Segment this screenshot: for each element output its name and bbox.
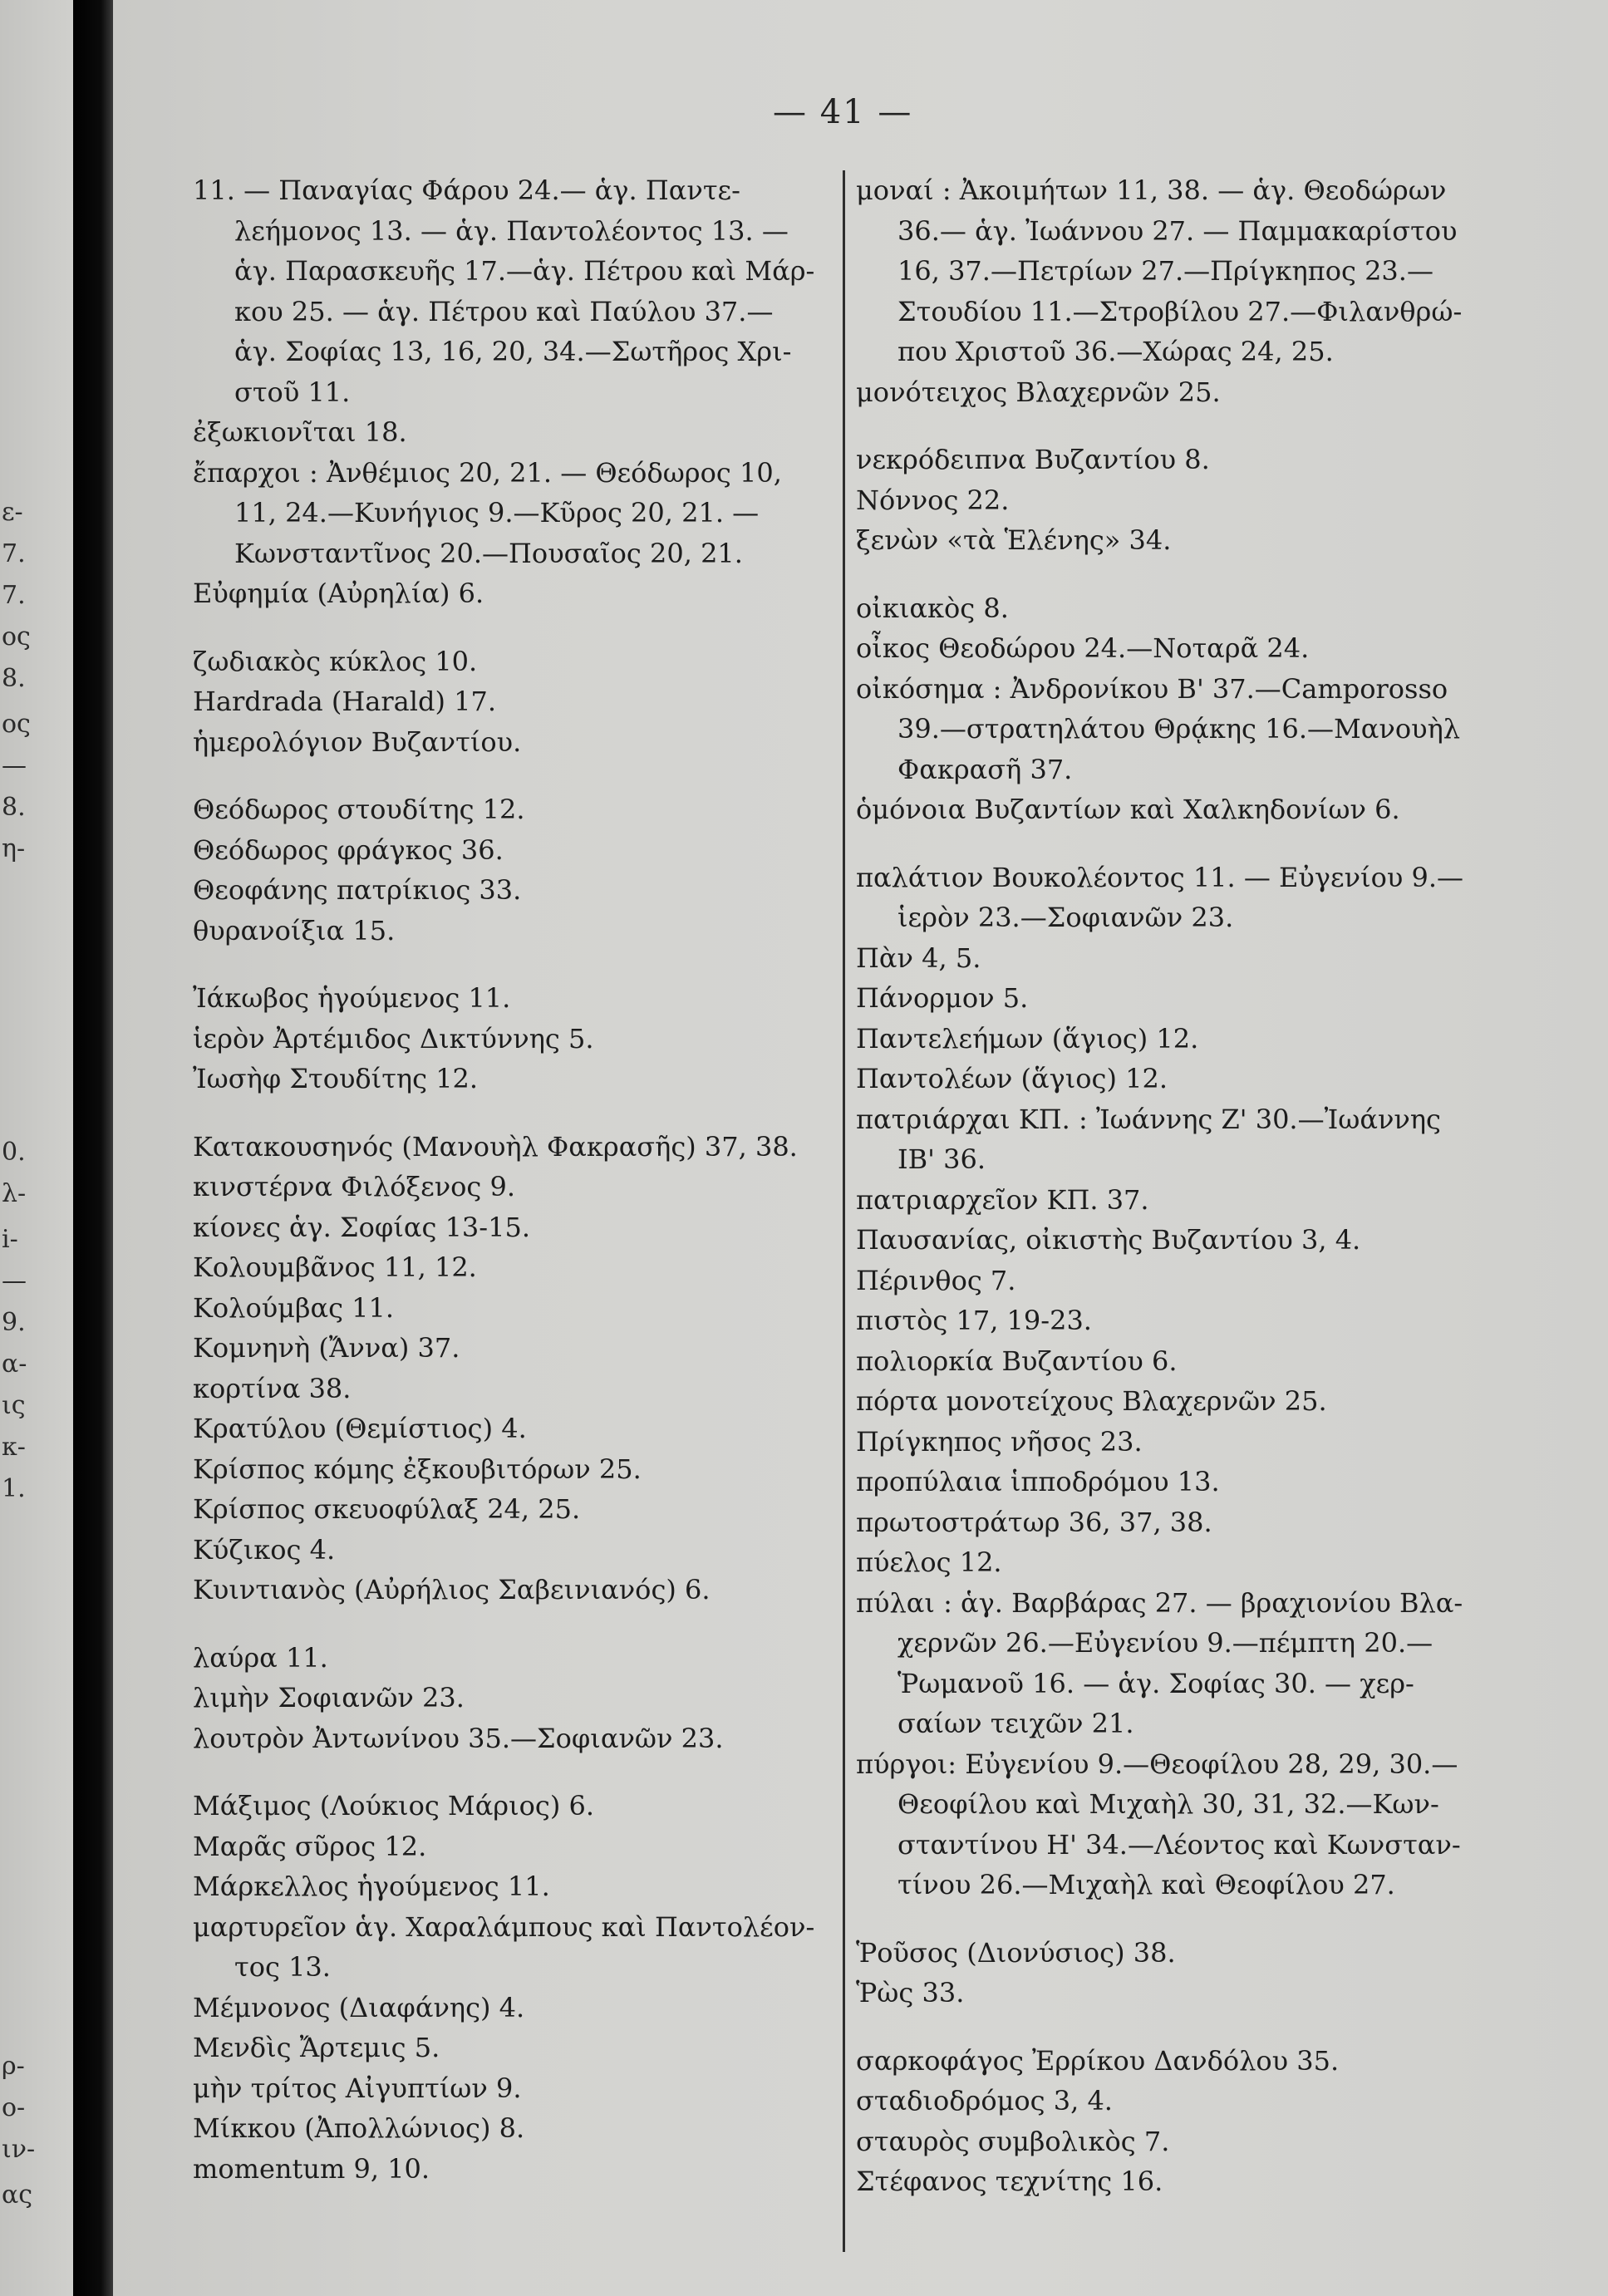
index-entry-line: κίονες ἁγ. Σοφίας 13-15. (193, 1211, 530, 1243)
index-entry-line: ΙΒ' 36. (897, 1143, 986, 1175)
margin-fragment: 1. (2, 1474, 26, 1503)
entry-gap (193, 1610, 837, 1638)
index-entry-line: οἶκος Θεοδώρου 24.—Νοταρᾶ 24. (856, 632, 1310, 664)
margin-fragment: ε- (2, 498, 23, 527)
column-divider (843, 170, 845, 2252)
index-entry-line: πόρτα μονοτείχους Βλαχερνῶν 25. (856, 1385, 1327, 1417)
index-entry-line: προπύλαια ἱπποδρόμου 13. (856, 1466, 1220, 1497)
margin-fragment: ις (2, 1391, 26, 1420)
index-entry-line: Πέρινθος 7. (856, 1264, 1016, 1296)
index-entry-line: στοῦ 11. (234, 376, 351, 408)
index-entry-line: παλάτιον Βουκολέοντος 11. — Εὐγενίου 9.— (856, 861, 1463, 893)
index-entry-line: momentum 9, 10. (193, 2152, 430, 2185)
index-entry-line: 11. — Παναγίας Φάρου 24.— ἁγ. Παντε- (193, 175, 740, 206)
index-entry-line: σταδιοδρόμος 3, 4. (856, 2085, 1113, 2117)
index-entry-line: σαίων τειχῶν 21. (897, 1708, 1134, 1739)
index-entry-line: νεκρόδειπνα Βυζαντίου 8. (856, 444, 1210, 475)
margin-fragment: η- (2, 834, 26, 863)
index-entry-line: κορτίνα 38. (193, 1372, 352, 1404)
margin-fragment: ιν- (2, 2135, 36, 2164)
index-entry-line: Ἰάκωβος ἡγούμενος 11. (193, 982, 511, 1014)
index-entry-line: Μάρκελλος ἡγούμενος 11. (193, 1871, 550, 1902)
entry-gap (193, 951, 837, 978)
margin-fragment: ος (2, 622, 31, 651)
index-entry-line: ζωδιακὸς κύκλος 10. (193, 645, 478, 677)
page-number: — 41 — (773, 93, 913, 131)
index-entry-line: κου 25. — ἁγ. Πέτρου καὶ Παύλου 37.— (234, 295, 774, 327)
left-page-margin-fragments (0, 0, 66, 2296)
index-entry-line: Θεοφάνης πατρίκιος 33. (193, 874, 522, 906)
margin-fragment: ας (2, 2180, 33, 2210)
entry-gap (856, 830, 1479, 858)
margin-fragment: 8. (2, 793, 26, 822)
index-entry-line: Μίκκου (Ἀπολλώνιος) 8. (193, 2112, 525, 2144)
index-entry-line: ἁγ. Σοφίας 13, 16, 20, 34.—Σωτῆρος Χρι- (234, 336, 792, 367)
index-entry-line: τίνου 26.—Μιχαὴλ καὶ Θεοφίλου 27. (897, 1869, 1395, 1900)
index-entry-line: κινστέρνα Φιλόξενος 9. (193, 1171, 516, 1202)
index-column-right (856, 170, 1479, 2202)
margin-fragment: 7. (2, 539, 26, 568)
index-entry-line: οἰκιακὸς 8. (856, 592, 1009, 624)
index-entry-line: ξενὼν «τὰ Ἑλένης» 34. (856, 524, 1172, 556)
index-entry-line: 36.— ἁγ. Ἰωάννου 27. — Παμμακαρίστου (897, 214, 1458, 247)
index-entry-line: Παντολέων (ἅγιος) 12. (856, 1063, 1168, 1094)
index-entry-line: Κρατύλου (Θεμίστιος) 4. (193, 1413, 527, 1444)
index-entry-line: 11, 24.—Κυνήγιος 9.—Κῦρος 20, 21. — (234, 497, 760, 529)
index-entry-line: πιστὸς 17, 19-23. (856, 1305, 1092, 1336)
index-entry-line: Μάξιμος (Λούκιος Μάριος) 6. (193, 1790, 595, 1822)
index-entry-line: χερνῶν 26.—Εὐγενίου 9.—πέμπτη 20.— (897, 1627, 1433, 1659)
margin-fragment: ο- (2, 2093, 26, 2122)
index-entry-line: Μαρᾶς σῦρος 12. (193, 1830, 427, 1862)
index-entry-line: που Χριστοῦ 36.—Χώρας 24, 25. (897, 336, 1334, 367)
index-entry-line: Ῥοῦσος (Διονύσιος) 38. (856, 1936, 1176, 1969)
index-entry-line: Πάνορμον 5. (856, 982, 1029, 1014)
margin-fragment: i- (2, 1225, 18, 1254)
index-entry-line: ἔπαρχοι : Ἀνθέμιος 20, 21. — Θεόδωρος 10, (193, 456, 782, 489)
book-binding-shadow (73, 0, 113, 2296)
index-entry-line: Παυσανίας, οἰκιστὴς Βυζαντίου 3, 4. (856, 1224, 1361, 1256)
index-entry-line: Κυιντιανὸς (Αὐρήλιος Σαβεινιανός) 6. (193, 1574, 711, 1605)
index-entry-line: Στέφανος τεχνίτης 16. (856, 2166, 1163, 2197)
margin-fragment: 0. (2, 1138, 26, 1167)
margin-fragment: κ- (2, 1433, 26, 1462)
entry-gap (856, 1905, 1479, 1933)
margin-fragment: — (2, 1266, 27, 1295)
index-entry-line: Κολούμβας 11. (193, 1291, 395, 1324)
index-entry-line: λεήμονος 13. — ἁγ. Παντολέοντος 13. — (234, 214, 789, 247)
index-entry-line: Παντελεήμων (ἅγιος) 12. (856, 1022, 1199, 1055)
index-entry-line: Νόννος 22. (856, 484, 1010, 516)
index-entry-line: οἰκόσημα : Ἀνδρονίκου Β' 37.—Camporosso (856, 672, 1448, 705)
index-column-left (193, 170, 837, 2189)
index-entry-line: Κατακουσηνός (Μανουὴλ Φακρασῆς) 37, 38. (193, 1130, 798, 1163)
index-entry-line: σαρκοφάγος Ἐρρίκου Δανδόλου 35. (856, 2044, 1340, 2077)
entry-gap (193, 762, 837, 789)
margin-fragment: 9. (2, 1308, 26, 1337)
index-entry-line: Φακρασῆ 37. (897, 753, 1073, 785)
index-entry-line: Κρίσπος σκευοφύλαξ 24, 25. (193, 1493, 581, 1525)
index-entry-line: Ἰωσὴφ Στουδίτης 12. (193, 1063, 479, 1094)
index-entry-line: μονότειχος Βλαχερνῶν 25. (856, 376, 1221, 408)
index-entry-line: Μενδὶς Ἄρτεμις 5. (193, 2032, 440, 2063)
index-entry-line: 39.—στρατηλάτου Θρᾴκης 16.—Μανουὴλ (897, 713, 1461, 745)
index-entry-line: ἁγ. Παρασκευῆς 17.—ἁγ. Πέτρου καὶ Μάρ- (234, 255, 815, 287)
margin-fragment: — (2, 751, 27, 780)
index-entry-line: θυρανοίξια 15. (193, 914, 396, 946)
margin-fragment: 7. (2, 581, 26, 610)
index-entry-line: πύελος 12. (856, 1546, 1002, 1578)
index-entry-line: Κύζικος 4. (193, 1533, 336, 1566)
index-entry-line: λιμὴν Σοφιανῶν 23. (193, 1682, 465, 1713)
index-entry-line: τος 13. (234, 1951, 331, 1983)
index-entry-line: πατριαρχεῖον ΚΠ. 37. (856, 1183, 1149, 1216)
index-entry-line: πύργοι: Εὐγενίου 9.—Θεοφίλου 28, 29, 30.— (856, 1748, 1458, 1780)
index-entry-line: ἱερὸν Ἀρτέμιδος Δικτύννης 5. (193, 1022, 594, 1055)
margin-fragment: λ- (2, 1179, 27, 1208)
margin-fragment: 8. (2, 664, 26, 693)
index-entry-line: λουτρὸν Ἀντωνίνου 35.—Σοφιανῶν 23. (193, 1722, 724, 1754)
index-entry-line: Κρίσπος κόμης ἐξκουβιτόρων 25. (193, 1453, 642, 1485)
margin-fragment: ος (2, 710, 31, 739)
margin-fragment: ρ- (2, 2052, 25, 2081)
margin-fragment: α- (2, 1350, 27, 1379)
index-entry-line: Πὰν 4, 5. (856, 942, 981, 974)
index-entry-line: 16, 37.—Πετρίων 27.—Πρίγκηπος 23.— (897, 255, 1433, 287)
index-entry-line: Θεόδωρος στουδίτης 12. (193, 794, 525, 825)
index-entry-line: πρωτοστράτωρ 36, 37, 38. (856, 1506, 1212, 1538)
left-page-edge (0, 0, 75, 2296)
index-entry-line: μαρτυρεῖον ἁγ. Χαραλάμπους καὶ Παντολέον- (193, 1910, 815, 1943)
index-entry-line: Θεόδωρος φράγκος 36. (193, 833, 504, 866)
index-entry-line: Μέμνονος (Διαφάνης) 4. (193, 1991, 525, 2023)
index-entry-line: Κομνηνὴ (Ἄννα) 37. (193, 1332, 460, 1364)
index-entry-line: λαύρα 11. (193, 1641, 328, 1674)
entry-gap (193, 614, 837, 642)
index-entry-line: Κολουμβᾶνος 11, 12. (193, 1251, 477, 1283)
index-entry-line: μοναί : Ἀκοιμήτων 11, 38. — ἁγ. Θεοδώρων (856, 175, 1447, 206)
index-entry-line: Στουδίου 11.—Στροβίλου 27.—Φιλανθρώ- (897, 295, 1463, 327)
index-entry-line: Κωνσταντῖνος 20.—Πουσαῖος 20, 21. (234, 537, 743, 569)
index-entry-line: Ῥωμανοῦ 16. — ἁγ. Σοφίας 30. — χερ- (897, 1667, 1414, 1699)
index-entry-line: πύλαι : ἁγ. Βαρβάρας 27. — βραχιονίου Βλα- (856, 1586, 1463, 1619)
index-entry-line: ἡμερολόγιον Βυζαντίου. (193, 725, 522, 758)
index-entry-line: Ῥὼς 33. (856, 1977, 965, 2008)
index-entry-line: Θεοφίλου καὶ Μιχαὴλ 30, 31, 32.—Κων- (897, 1788, 1439, 1820)
index-entry-line: πατριάρχαι ΚΠ. : Ἰωάννης Ζ' 30.—Ἰωάννης (856, 1103, 1441, 1135)
entry-gap (856, 2013, 1479, 2041)
index-entry-line: σταυρὸς συμβολικὸς 7. (856, 2125, 1170, 2157)
index-entry-line: Hardrada (Harald) 17. (193, 686, 496, 717)
index-entry-line: μὴν τρίτος Αἰγυπτίων 9. (193, 2072, 522, 2104)
entry-gap (856, 561, 1479, 588)
index-entry-line: ὁμόνοια Βυζαντίων καὶ Χαλκηδονίων 6. (856, 794, 1400, 825)
index-entry-line: ἐξωκιονῖται 18. (193, 416, 407, 448)
entry-gap (856, 412, 1479, 440)
entry-gap (193, 1099, 837, 1127)
index-entry-line: Εὐφημία (Αὐρηλία) 6. (193, 578, 484, 609)
index-entry-line: πολιορκία Βυζαντίου 6. (856, 1345, 1178, 1377)
index-entry-line: Πρίγκηπος νῆσος 23. (856, 1425, 1143, 1458)
entry-gap (193, 1758, 837, 1786)
index-entry-line: σταντίνου Η' 34.—Λέοντος καὶ Κωνσταν- (897, 1828, 1461, 1861)
index-entry-line: ἱερὸν 23.—Σοφιανῶν 23. (897, 902, 1234, 933)
